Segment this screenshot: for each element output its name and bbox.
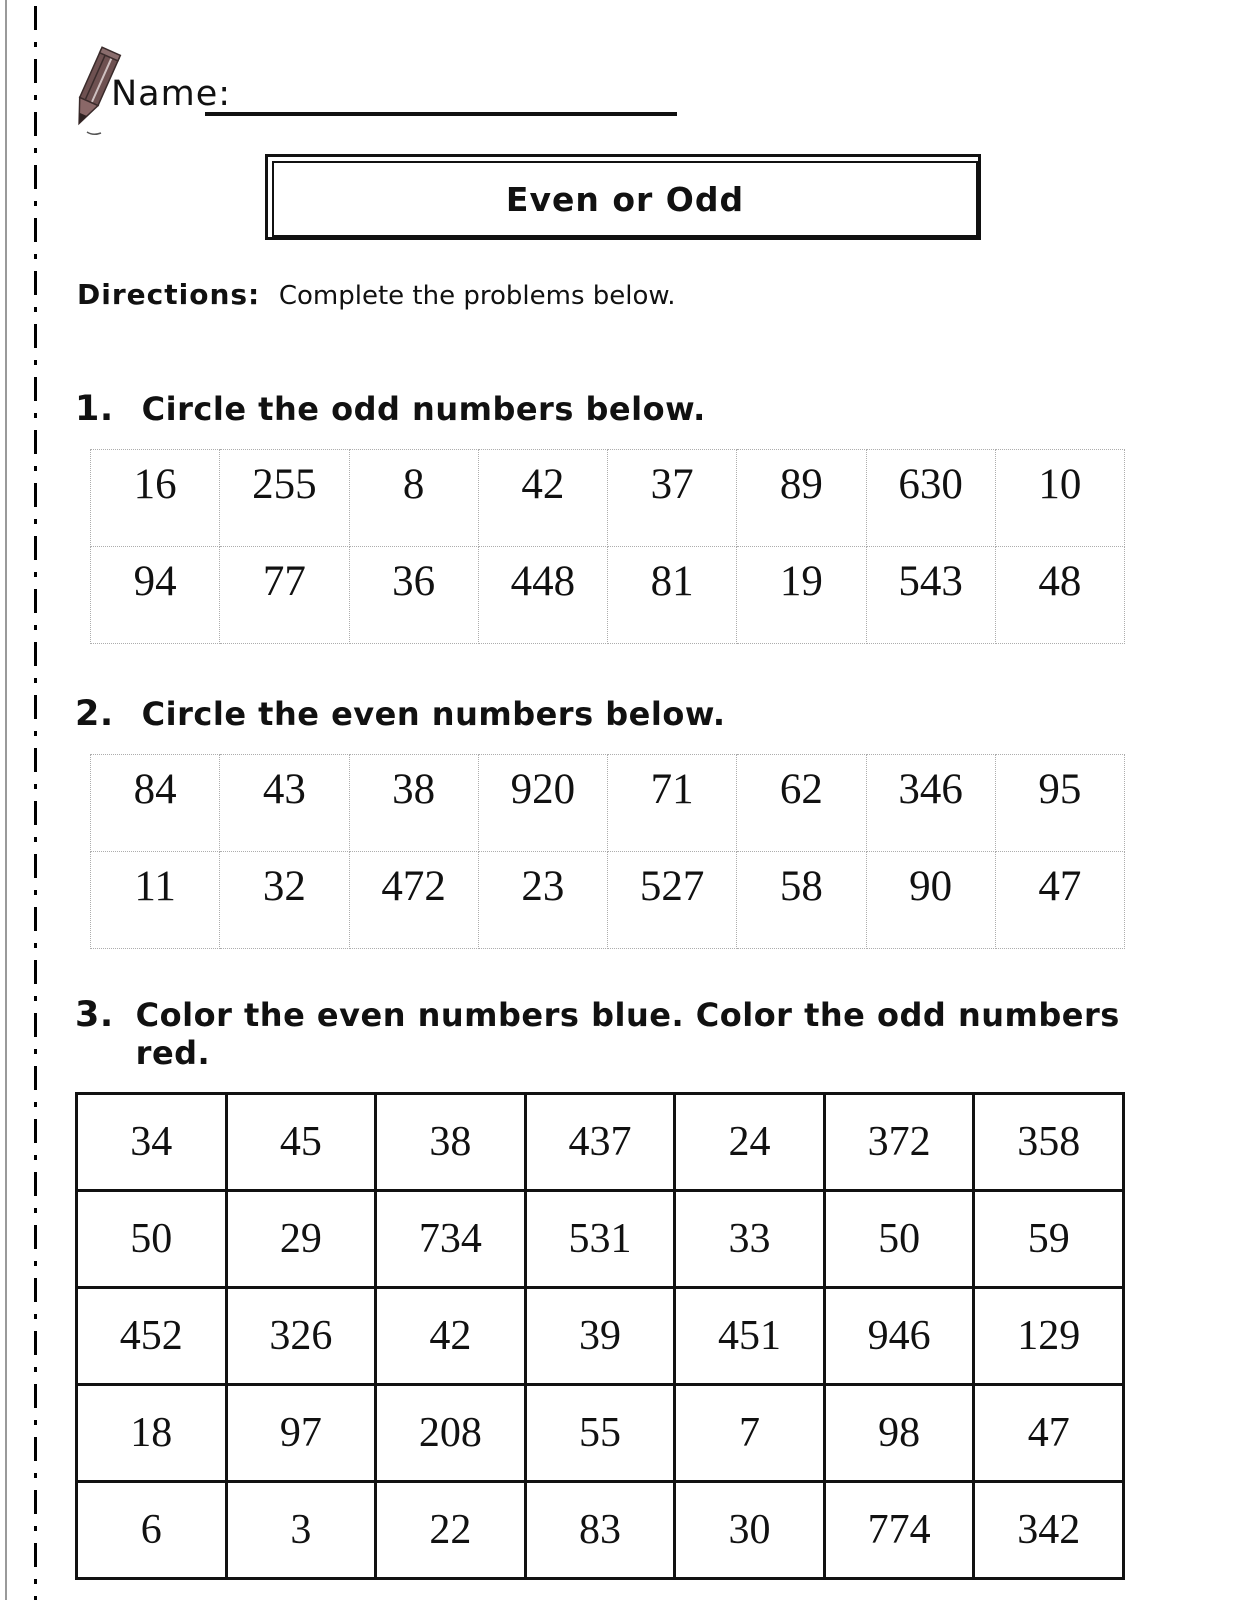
directions [77, 278, 1125, 311]
number-cell[interactable]: 7 [675, 1385, 825, 1482]
directions-label: Directions: [77, 278, 261, 311]
number-cell[interactable]: 22 [376, 1482, 526, 1579]
problem-3-number: 3. [75, 995, 114, 1035]
number-cell[interactable]: 50 [824, 1191, 974, 1288]
problem-3-heading [75, 995, 1125, 1072]
problem-1 [75, 389, 1125, 644]
number-cell[interactable]: 946 [824, 1288, 974, 1385]
number-cell[interactable]: 83 [525, 1482, 675, 1579]
problem-2-table [90, 754, 1125, 949]
problem-2 [75, 694, 1125, 949]
number-cell[interactable]: 19 [737, 547, 866, 644]
number-cell[interactable]: 36 [349, 547, 478, 644]
problem-2-prompt: Circle the even numbers below. [141, 695, 726, 733]
number-cell[interactable]: 45 [226, 1094, 376, 1191]
table-row [77, 1482, 1124, 1579]
problem-1-heading [75, 389, 1125, 429]
number-cell[interactable]: 774 [824, 1482, 974, 1579]
problem-3-table [75, 1092, 1125, 1580]
number-cell[interactable]: 77 [220, 547, 349, 644]
number-cell[interactable]: 38 [376, 1094, 526, 1191]
number-cell[interactable]: 452 [77, 1288, 227, 1385]
number-cell[interactable]: 10 [995, 450, 1124, 547]
page-edge-line [5, 0, 7, 1600]
worksheet-content [75, 0, 1125, 1580]
number-cell[interactable]: 208 [376, 1385, 526, 1482]
number-cell[interactable]: 29 [226, 1191, 376, 1288]
number-cell[interactable]: 32 [220, 852, 349, 949]
number-cell[interactable]: 451 [675, 1288, 825, 1385]
page-title: Even or Odd [272, 161, 978, 237]
number-cell[interactable]: 42 [478, 450, 607, 547]
name-input-line[interactable] [205, 74, 677, 116]
number-cell[interactable]: 90 [866, 852, 995, 949]
table-row [91, 450, 1125, 547]
number-cell[interactable]: 58 [737, 852, 866, 949]
number-cell[interactable]: 97 [226, 1385, 376, 1482]
problem-1-number: 1. [75, 389, 114, 429]
table-row [77, 1288, 1124, 1385]
table-row [77, 1385, 1124, 1482]
table-row [91, 547, 1125, 644]
number-cell[interactable]: 326 [226, 1288, 376, 1385]
number-cell[interactable]: 472 [349, 852, 478, 949]
number-cell[interactable]: 18 [77, 1385, 227, 1482]
number-cell[interactable]: 30 [675, 1482, 825, 1579]
table-row [77, 1094, 1124, 1191]
number-cell[interactable]: 734 [376, 1191, 526, 1288]
number-cell[interactable]: 342 [974, 1482, 1124, 1579]
number-cell[interactable]: 543 [866, 547, 995, 644]
number-cell[interactable]: 33 [675, 1191, 825, 1288]
number-cell[interactable]: 11 [91, 852, 220, 949]
number-cell[interactable]: 62 [737, 755, 866, 852]
number-cell[interactable]: 372 [824, 1094, 974, 1191]
number-cell[interactable]: 255 [220, 450, 349, 547]
number-cell[interactable]: 81 [608, 547, 737, 644]
number-cell[interactable]: 47 [974, 1385, 1124, 1482]
number-cell[interactable]: 42 [376, 1288, 526, 1385]
name-row [75, 52, 1125, 120]
number-cell[interactable]: 59 [974, 1191, 1124, 1288]
number-cell[interactable]: 71 [608, 755, 737, 852]
cut-line [34, 6, 37, 1600]
number-cell[interactable]: 16 [91, 450, 220, 547]
problem-2-number: 2. [75, 694, 114, 734]
table-row [91, 852, 1125, 949]
directions-text: Complete the problems below. [278, 281, 676, 311]
number-cell[interactable]: 346 [866, 755, 995, 852]
number-cell[interactable]: 630 [866, 450, 995, 547]
problem-1-prompt: Circle the odd numbers below. [141, 390, 706, 428]
number-cell[interactable]: 24 [675, 1094, 825, 1191]
number-cell[interactable]: 531 [525, 1191, 675, 1288]
name-label: Name: [111, 74, 232, 114]
number-cell[interactable]: 43 [220, 755, 349, 852]
number-cell[interactable]: 95 [995, 755, 1124, 852]
problem-1-table [90, 449, 1125, 644]
problem-3-prompt: Color the even numbers blue. Color the odd numbers red. [135, 996, 1120, 1072]
number-cell[interactable]: 98 [824, 1385, 974, 1482]
number-cell[interactable]: 129 [974, 1288, 1124, 1385]
number-cell[interactable]: 84 [91, 755, 220, 852]
number-cell[interactable]: 55 [525, 1385, 675, 1482]
number-cell[interactable]: 920 [478, 755, 607, 852]
table-row [91, 755, 1125, 852]
number-cell[interactable]: 448 [478, 547, 607, 644]
number-cell[interactable]: 23 [478, 852, 607, 949]
number-cell[interactable]: 48 [995, 547, 1124, 644]
problem-3 [75, 995, 1125, 1580]
table-row [77, 1191, 1124, 1288]
title-box [265, 154, 981, 240]
number-cell[interactable]: 527 [608, 852, 737, 949]
problem-2-heading [75, 694, 1125, 734]
number-cell[interactable]: 8 [349, 450, 478, 547]
number-cell[interactable]: 50 [77, 1191, 227, 1288]
number-cell[interactable]: 37 [608, 450, 737, 547]
number-cell[interactable]: 89 [737, 450, 866, 547]
number-cell[interactable]: 358 [974, 1094, 1124, 1191]
number-cell[interactable]: 437 [525, 1094, 675, 1191]
number-cell[interactable]: 47 [995, 852, 1124, 949]
number-cell[interactable]: 3 [226, 1482, 376, 1579]
number-cell[interactable]: 39 [525, 1288, 675, 1385]
number-cell[interactable]: 6 [77, 1482, 227, 1579]
number-cell[interactable]: 94 [91, 547, 220, 644]
number-cell[interactable]: 34 [77, 1094, 227, 1191]
number-cell[interactable]: 38 [349, 755, 478, 852]
